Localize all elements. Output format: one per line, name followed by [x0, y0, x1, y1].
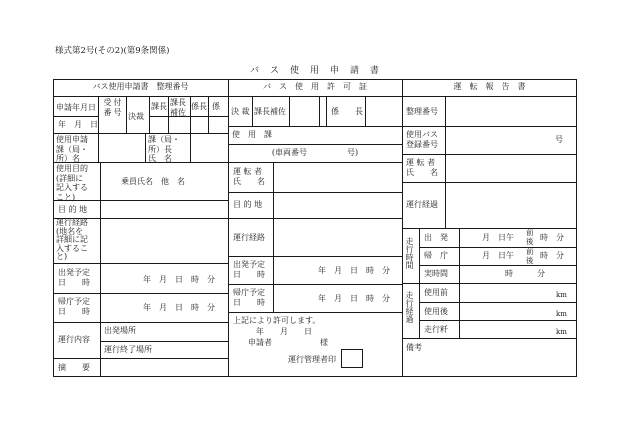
manager-seal-label: 運行管理者印	[288, 355, 336, 364]
bus-reg-label: 使用バス 登録番号	[406, 130, 438, 149]
route-label: 運行経路 (地名を 詳細に記 入するこ と)	[56, 218, 88, 262]
applicant-dept-label: 使用申請 課（局・ 所）名	[56, 135, 88, 163]
mid-kakaricho-label: 係 長	[331, 107, 363, 116]
depart-plan-value: 年 月 日 時 分	[143, 275, 215, 284]
destination-label: 目 的 地	[58, 205, 88, 214]
return-hm: 時 分	[540, 251, 564, 260]
mid-depart-plan-label: 出発予定 日 時	[233, 260, 265, 279]
mid-driver-label: 運 転 者 氏 名	[233, 167, 265, 186]
before-use-label: 使用前	[424, 288, 448, 297]
travel-km-unit: km	[556, 328, 567, 336]
kakari-label: 係	[212, 102, 220, 111]
distance-group-label: 走行経過	[405, 291, 414, 323]
remarks-label: 摘 要	[58, 363, 90, 372]
applicant-label: 申請者	[248, 338, 272, 347]
actual-time-label: 実時間	[424, 269, 448, 278]
depart-ampm: 前 後	[526, 228, 534, 246]
return-label: 帰 庁	[424, 251, 448, 260]
permit-date: 年 月 日	[256, 327, 312, 336]
page-title: バ ス 使 用 申 請 書	[249, 66, 380, 76]
bus-used-label: 使 用 課	[232, 130, 272, 139]
return-time-value: 月 日午	[482, 251, 514, 260]
mid-depart-plan-value: 年 月 日 時 分	[318, 266, 390, 275]
kakaricho-label: 係長	[191, 102, 207, 111]
return-plan-value: 年 月 日 時 分	[143, 303, 215, 312]
sama-label: 様	[320, 338, 328, 347]
kacho-hosa-label: 課長 補佐	[170, 98, 186, 117]
depart-time-value: 月 日午	[482, 233, 514, 242]
time-group-label: 走行時間	[405, 237, 414, 269]
mid-approval-label: 決 裁	[231, 107, 250, 116]
left-section-title: バス使用申請書 整理番号	[92, 82, 189, 91]
kacho-label: 課長	[151, 102, 167, 111]
depart-place-label: 出発場所	[104, 326, 136, 335]
route-summary-label: 運行経過	[406, 200, 438, 209]
mid-return-plan-label: 帰庁予定 日 時	[233, 288, 265, 307]
end-place-label: 運行終了場所	[104, 345, 152, 354]
mid-return-plan-value: 年 月 日 時 分	[318, 294, 390, 303]
mid-section-title: バ ス 使 用 許 可 証	[263, 82, 367, 91]
notes-label: 備考	[406, 343, 422, 352]
received-number-label: 受付 番号	[103, 98, 124, 117]
travel-km-label: 走行粁	[424, 325, 448, 334]
before-use-km: km	[556, 291, 567, 299]
approval-label: 決裁	[128, 112, 144, 121]
depart-hm: 時 分	[540, 233, 564, 242]
form-id: 様式第2号(その2)(第9条関係)	[55, 46, 170, 56]
purpose-label: 使用目的 (詳細に 記入する こと)	[56, 164, 88, 202]
manager-name-label: 課（局・ 所）長 氏 名	[148, 135, 180, 163]
actual-time-value: 時 分	[505, 269, 545, 278]
right-section-title: 運 転 報 告 書	[453, 82, 526, 91]
return-plan-label: 帰庁予定 日 時	[58, 297, 90, 316]
after-use-km: km	[556, 310, 567, 318]
seal-box	[341, 349, 363, 368]
ymd-label: 年 月 日	[58, 120, 98, 129]
seiri-number-label: 整理番号	[406, 107, 438, 116]
after-use-label: 使用後	[424, 307, 448, 316]
depart-plan-label: 出発予定 日 時	[58, 268, 90, 287]
vehicle-number-label: (車両番号 号)	[271, 148, 359, 157]
mid-kacho-hosa-label: 課長補佐	[254, 107, 286, 116]
right-driver-label: 運 転 者 氏 名	[406, 158, 438, 177]
passengers-label: 乗員氏名 他 名	[121, 177, 185, 186]
apply-date-label: 申請年月日	[56, 103, 96, 112]
mid-destination-label: 目 的 地	[233, 200, 263, 209]
depart-label: 出 発	[424, 233, 448, 242]
operation-label: 運行内容	[58, 335, 90, 344]
mid-route-label: 運行経路	[233, 233, 265, 242]
return-ampm: 前 後	[526, 247, 534, 265]
go-label: 号	[555, 135, 563, 144]
permit-text: 上記により許可します。	[233, 316, 321, 325]
